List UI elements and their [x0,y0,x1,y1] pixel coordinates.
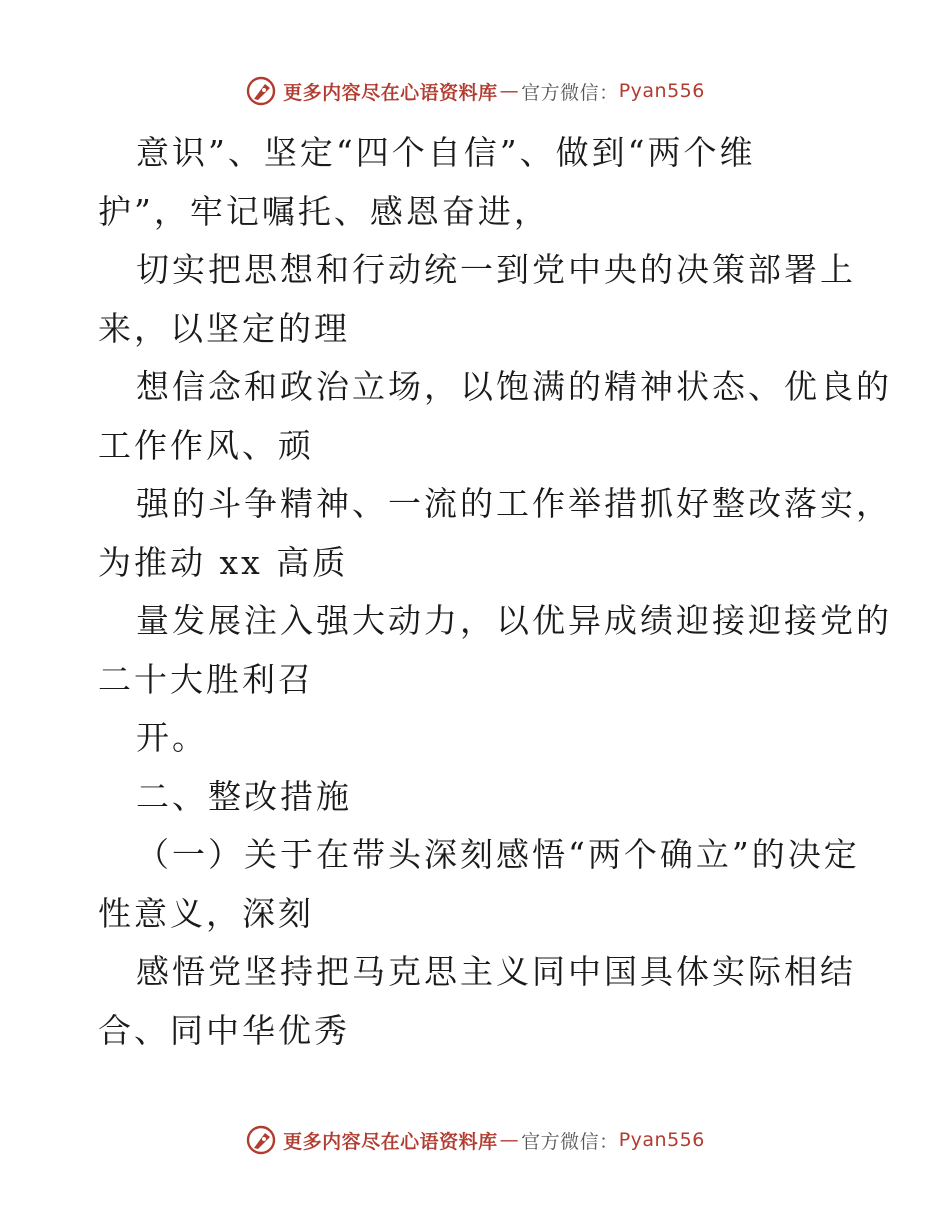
body-line: 意识”、坚定“四个自信”、做到“两个维 [136,133,756,172]
header-wechat-id: Pyan556 [618,80,705,102]
footer-wechat-id: Pyan556 [618,1129,705,1151]
section-heading: 二、整改措施 [136,776,352,816]
body-line: 合、同中华优秀 [98,1010,350,1050]
body-line: 想信念和政治立场，以饱满的精神状态、优良的 [136,367,892,406]
body-line: 性意义，深刻 [98,893,314,933]
body-line: 二十大胜利召 [98,659,314,699]
body-line: 为推动 xx 高质 [98,542,349,582]
footer-dash: — [499,1129,520,1151]
body-line: 开。 [136,718,208,757]
body-line: 切实把思想和行动统一到党中央的决策部署上 [136,250,856,289]
pen-nib-logo-icon [245,1124,277,1156]
body-line: 工作作风、顽 [98,425,314,465]
body-line: 感悟党坚持把马克思主义同中国具体实际相结 [136,952,856,991]
body-line: 来，以坚定的理 [98,308,350,348]
subsection-heading: （一）关于在带头深刻感悟“两个确立”的决定 [136,835,860,874]
footer-wechat-label: 官方微信： [521,1130,619,1153]
header-banner [0,71,950,111]
pen-nib-logo-icon [245,75,277,107]
body-line: 强的斗争精神、一流的工作举措抓好整改落实， [136,484,892,523]
document-body [98,124,892,1060]
body-line: 护”，牢记嘱托、感恩奋进， [98,191,550,231]
footer-site-text: 更多内容尽在心语资料库 [283,1130,498,1153]
header-dash: — [499,80,520,102]
header-wechat-label: 官方微信： [521,81,619,104]
body-line: 量发展注入强大动力，以优异成绩迎接迎接党的 [136,601,892,640]
header-site-text: 更多内容尽在心语资料库 [283,81,498,104]
footer-banner [0,1120,950,1160]
